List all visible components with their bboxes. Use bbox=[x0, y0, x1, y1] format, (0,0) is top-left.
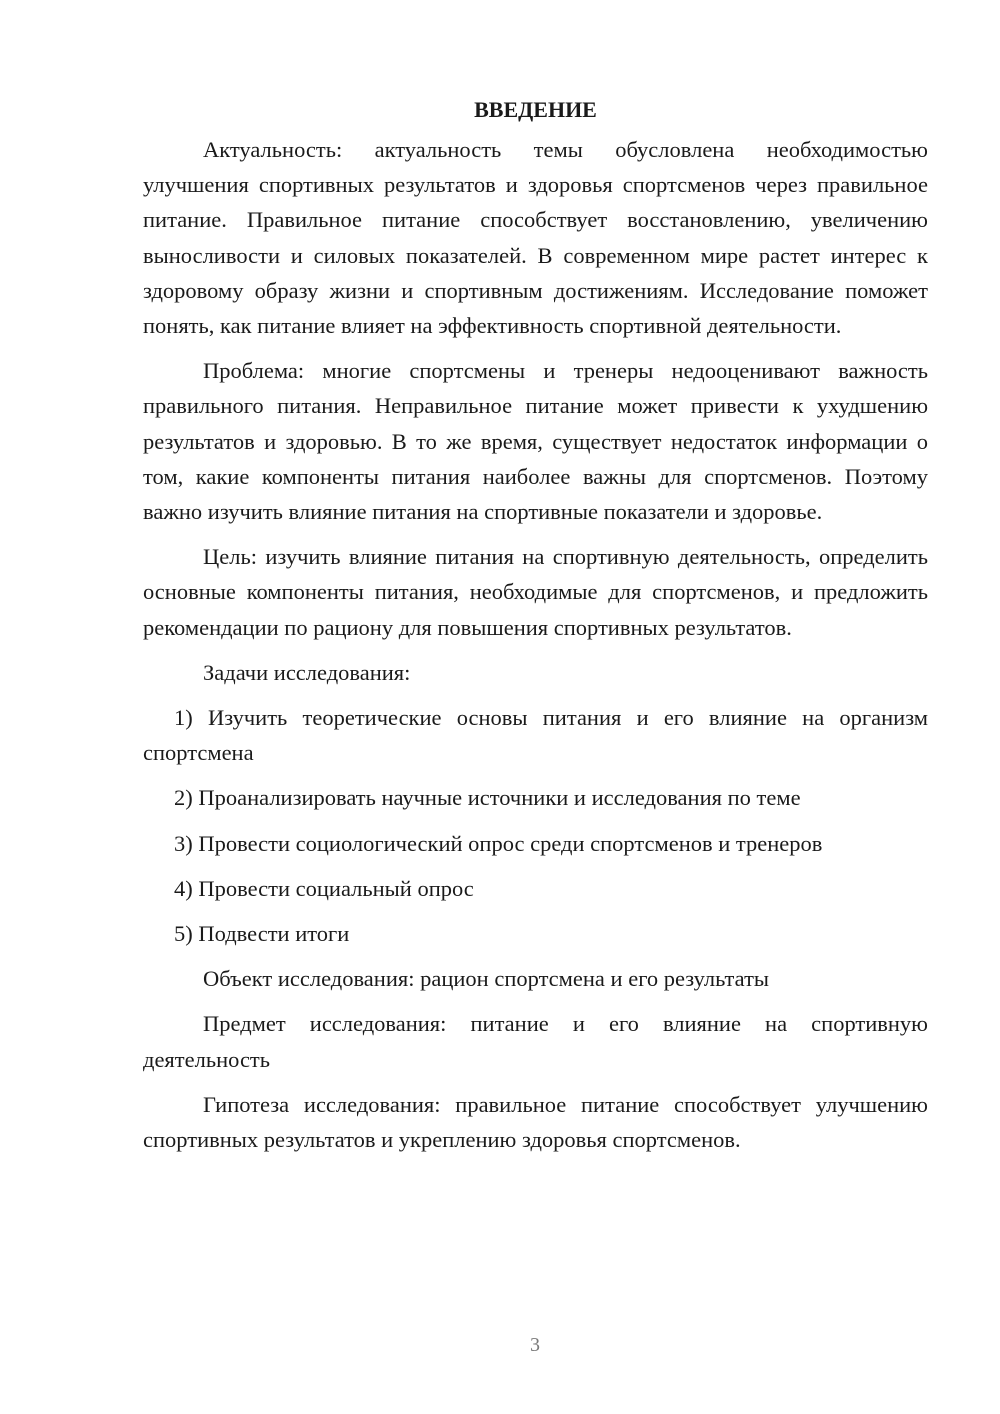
page-title: ВВЕДЕНИЕ bbox=[474, 97, 597, 122]
paragraph-problem: Проблема: многие спортсмены и тренеры недооценивают важность правильного питания. Неправильное питание может привести к ухудшению результатов и здоровью. В то же время, существует недостаток информации о том, какие компоненты питания наиболее важны для спортсменов. Поэтому важно изучить влияние питания на спортивные показатели и здоровье. bbox=[143, 358, 928, 525]
paragraph-subject: Предмет исследования: питание и его влияние на спортивную деятельность bbox=[143, 1011, 928, 1072]
paragraph-goal: Цель: изучить влияние питания на спортивную деятельность, определить основные компоненты питания, необходимые для спортсменов, и предложить рекомендации по рациону для повышения спортивных результатов. bbox=[143, 544, 928, 640]
task-item-3: 3) Провести социологический опрос среди спортсменов и тренеров bbox=[174, 830, 823, 856]
task-item-1: 1) Изучить теоретические основы питания и его влияние на организм спортсмена bbox=[143, 705, 928, 766]
task-item-5: 5) Подвести итоги bbox=[174, 921, 350, 947]
paragraph-relevance: Актуальность: актуальность темы обусловлена необходимостью улучшения спортивных результатов и здоровья спортсменов через правильное питание. Правильное питание способствует восстановлению, увеличению выносливости и силовых показателей. В современном мире растет интерес к здоровому образу жизни и спортивным достижениям. Исследование поможет понять, как питание влияет на эффективность спортивной деятельности. bbox=[143, 137, 928, 339]
paragraph-object: Объект исследования: рацион спортсмена и его результаты bbox=[203, 966, 770, 992]
task-item-2: 2) Проанализировать научные источники и исследования по теме bbox=[174, 785, 801, 811]
tasks-title: Задачи исследования: bbox=[203, 659, 411, 685]
document-page bbox=[143, 92, 928, 1167]
task-item-4: 4) Провести социальный опрос bbox=[174, 875, 474, 901]
page-number: 3 bbox=[530, 1334, 540, 1356]
paragraph-hypothesis: Гипотеза исследования: правильное питание способствует улучшению спортивных результатов и укреплению здоровья спортсменов. bbox=[143, 1091, 928, 1153]
